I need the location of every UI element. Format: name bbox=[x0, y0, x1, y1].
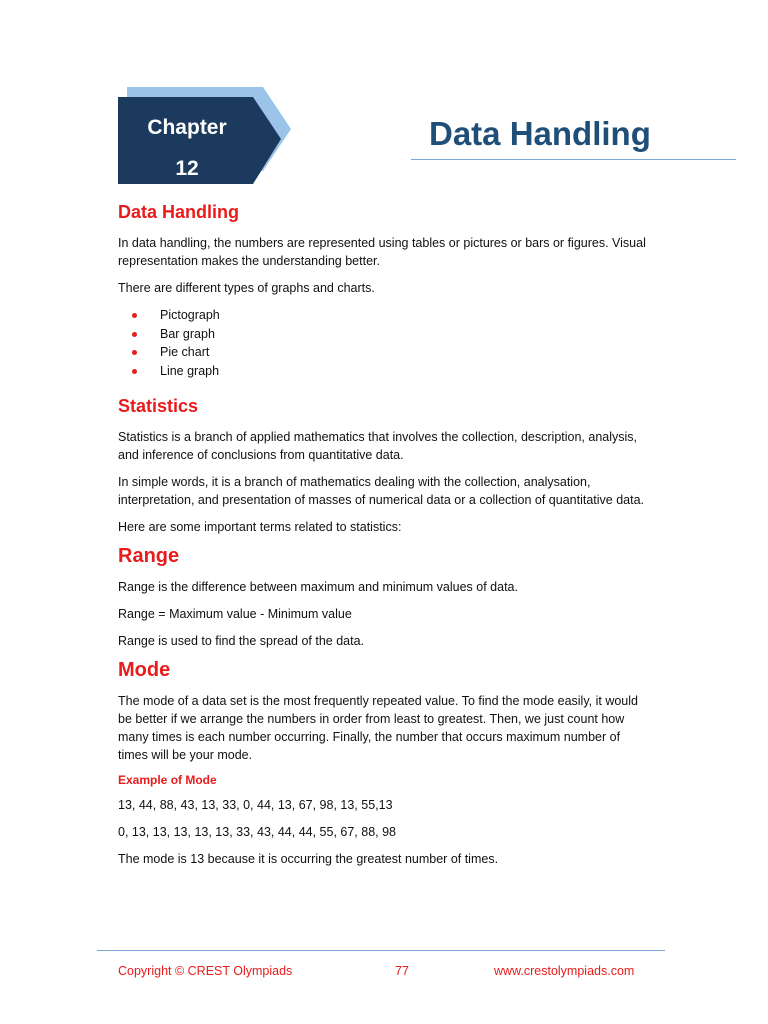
heading-example-of-mode: Example of Mode bbox=[118, 773, 217, 787]
list-item bbox=[132, 343, 653, 362]
mode-paragraph: The mode of a data set is the most frequently repeated value. To find the mode easily, it would be better if we arrange the numbers in order from least to greatest. Then, we just count how many times is each number occurring. Finally, the number that occurs maximum number of times will be your mode. bbox=[118, 694, 638, 762]
data-handling-paragraph-1: In data handling, the numbers are represented using tables or pictures or bars or figures. Visual representation makes the understanding better. bbox=[118, 236, 646, 268]
range-formula: Range = Maximum value - Minimum value bbox=[118, 607, 352, 621]
heading-mode: Mode bbox=[118, 659, 171, 681]
chapter-number: 12 bbox=[175, 157, 199, 180]
bullet-icon bbox=[132, 369, 137, 374]
heading-statistics: Statistics bbox=[118, 396, 199, 416]
footer-copyright: Copyright © CREST Olympiads bbox=[118, 964, 293, 978]
chart-types-list bbox=[118, 306, 653, 380]
list-item-label: Pictograph bbox=[160, 308, 220, 322]
chapter-label: Chapter bbox=[147, 116, 227, 139]
list-item bbox=[132, 362, 653, 381]
list-item-label: Line graph bbox=[160, 363, 220, 378]
chapter-badge bbox=[113, 87, 293, 187]
mode-example-unsorted: 13, 44, 88, 43, 13, 33, 0, 44, 13, 67, 98, 13, 55,13 bbox=[118, 798, 393, 812]
statistics-paragraph-3: Here are some important terms related to statistics: bbox=[118, 520, 402, 534]
footer-website-link[interactable]: www.crestolympiads.com bbox=[494, 964, 635, 978]
bullet-icon bbox=[132, 313, 137, 318]
list-item bbox=[132, 325, 653, 344]
list-item-label: Bar graph bbox=[160, 326, 215, 341]
title-divider bbox=[411, 159, 736, 160]
footer-page-number: 77 bbox=[395, 964, 409, 978]
mode-example-sorted: 0, 13, 13, 13, 13, 13, 33, 43, 44, 44, 55, 67, 88, 98 bbox=[118, 825, 396, 839]
list-item bbox=[132, 306, 653, 325]
heading-range: Range bbox=[118, 545, 180, 567]
list-item-label: Pie chart bbox=[160, 345, 210, 359]
data-handling-paragraph-2: There are different types of graphs and charts. bbox=[118, 281, 375, 295]
page-title: Data Handling bbox=[429, 115, 651, 152]
mode-conclusion: The mode is 13 because it is occurring the greatest number of times. bbox=[118, 852, 499, 866]
heading-data-handling: Data Handling bbox=[118, 202, 240, 222]
range-paragraph-1: Range is the difference between maximum and minimum values of data. bbox=[118, 580, 518, 594]
footer-divider bbox=[97, 950, 665, 951]
range-paragraph-3: Range is used to find the spread of the data. bbox=[118, 634, 365, 648]
statistics-paragraph-2: In simple words, it is a branch of mathematics dealing with the collection, analysation, interpretation, and presentation of masses of numerical data or a collection of quantitative data. bbox=[118, 475, 645, 507]
statistics-paragraph-1: Statistics is a branch of applied mathematics that involves the collection, description, analysis, and inference of conclusions from quantitative data. bbox=[118, 430, 638, 462]
bullet-icon bbox=[132, 332, 137, 337]
page-content bbox=[118, 202, 653, 877]
bullet-icon bbox=[132, 350, 137, 355]
